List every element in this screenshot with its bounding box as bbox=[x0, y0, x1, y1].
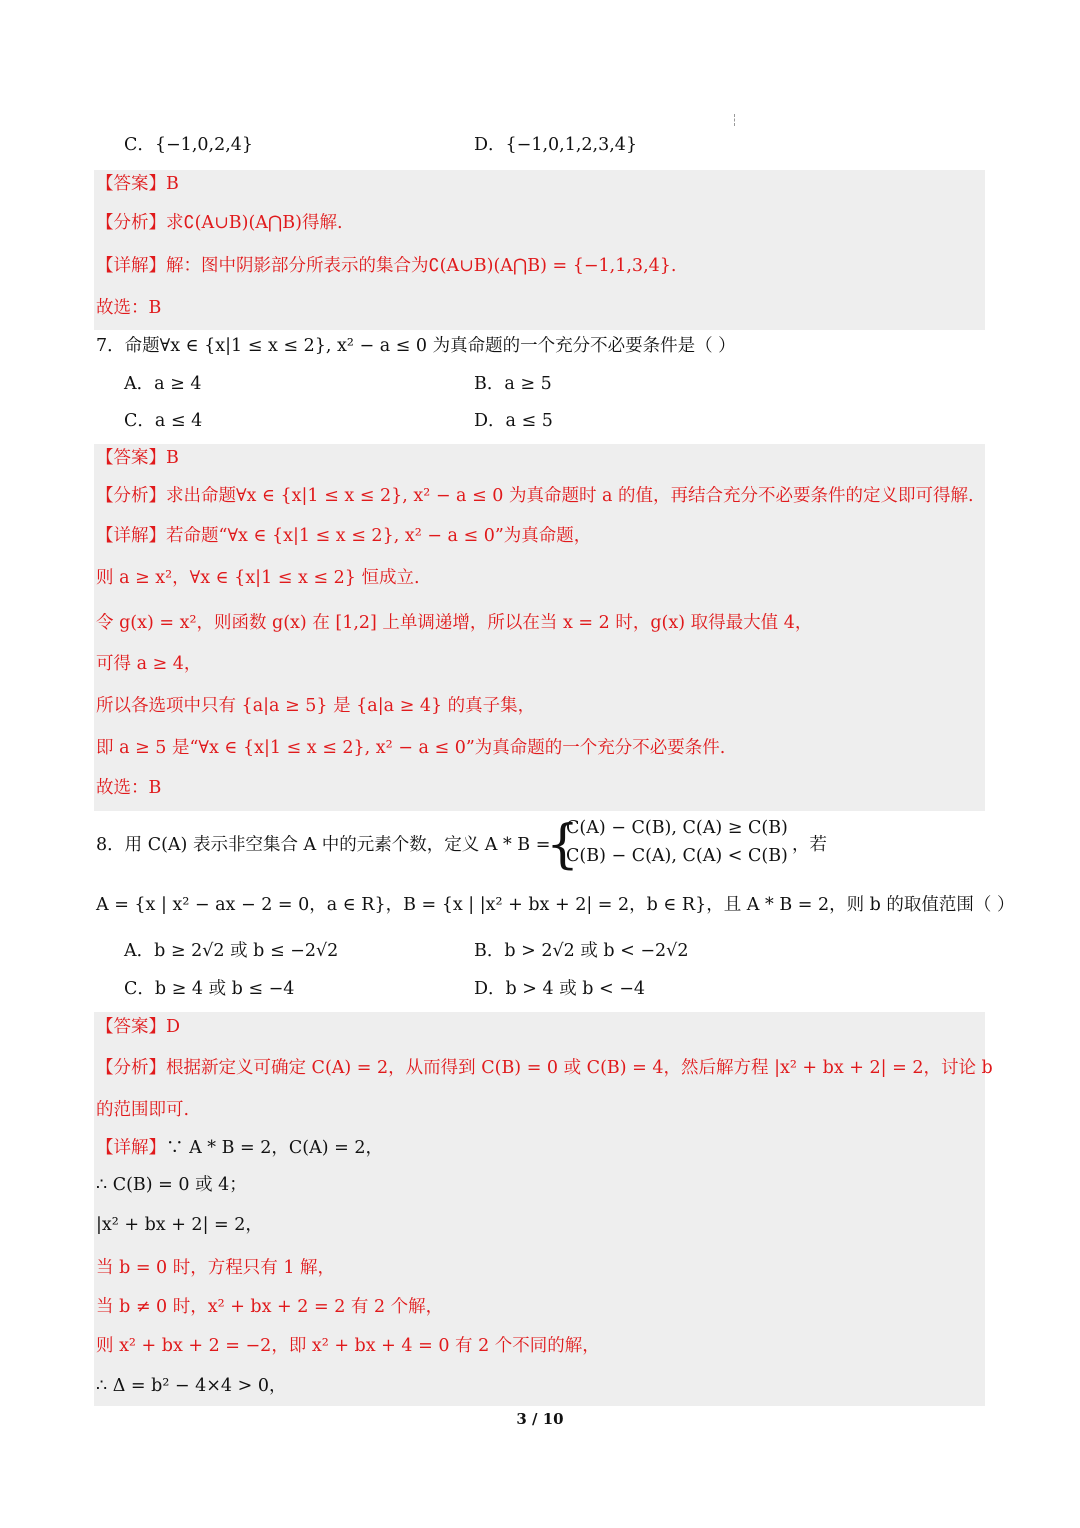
q6-choose: 故选：B bbox=[96, 298, 162, 318]
q7-option-a: A．a ≥ 4 bbox=[124, 374, 202, 394]
q8-stem-part2: ，若 bbox=[792, 835, 827, 855]
q8-stem-part1: 8．用 C(A) 表示非空集合 A 中的元素个数，定义 A * B = bbox=[96, 835, 551, 855]
q6-detail-text: 解：图中阴影部分所表示的集合为∁(A∪B)(A⋂B) = {−1,1,3,4}. bbox=[166, 256, 677, 276]
q8-analysis bbox=[96, 1057, 993, 1079]
q8-analysis-tag: 【分析】 bbox=[96, 1058, 166, 1078]
q7-analysis-text: 求出命题∀x ∈ {x|1 ≤ x ≤ 2}, x² − a ≤ 0 为真命题时 a 的值，再结合充分不必要条件的定义即可得解. bbox=[166, 486, 974, 506]
q6-answer: 【答案】B bbox=[96, 174, 179, 194]
q6-option-c: C．{−1,0,2,4} bbox=[124, 135, 254, 155]
q8-detail-line-2: ∴ C(B) = 0 或 4； bbox=[96, 1175, 247, 1195]
q8-detail-line-7: ∴ Δ = b² − 4×4 > 0， bbox=[96, 1376, 287, 1396]
q8-option-c: C．b ≥ 4 或 b ≤ −4 bbox=[124, 979, 295, 999]
q7-detail-text: 若命题“∀x ∈ {x|1 ≤ x ≤ 2}, x² − a ≤ 0”为真命题， bbox=[166, 526, 592, 546]
q8-stem-line-2: A = {x | x² − ax − 2 = 0，a ∈ R}，B = {x | |x² + bx + 2| = 2，b ∈ R}，且 A * B = 2，则 b 的取值范围（ ） bbox=[96, 895, 1015, 915]
q7-detail bbox=[96, 525, 984, 547]
q6-option-d: D．{−1,0,1,2,3,4} bbox=[474, 135, 638, 155]
q7-stem: 7．命题∀x ∈ {x|1 ≤ x ≤ 2}, x² − a ≤ 0 为真命题的一个充分不必要条件是（ ） bbox=[96, 336, 736, 356]
q8-detail-line-5: 当 b ≠ 0 时，x² + bx + 2 = 2 有 2 个解， bbox=[96, 1297, 444, 1317]
q6-detail-tag: 【详解】 bbox=[96, 256, 166, 276]
left-brace: { bbox=[546, 815, 580, 875]
q8-detail-text: ∵ A * B = 2，C(A) = 2， bbox=[166, 1138, 383, 1158]
q7-detail-tag: 【详解】 bbox=[96, 526, 166, 546]
q8-detail-line-6: 则 x² + bx + 2 = −2，即 x² + bx + 4 = 0 有 2 个不同的解， bbox=[96, 1336, 600, 1356]
q8-option-d: D．b > 4 或 b < −4 bbox=[474, 979, 646, 999]
q8-option-b: B．b > 2√2 或 b < −2√2 bbox=[474, 941, 689, 961]
q7-option-c: C．a ≤ 4 bbox=[124, 411, 203, 431]
q7-detail-line-2: 则 a ≥ x²，∀x ∈ {x|1 ≤ x ≤ 2} 恒成立. bbox=[96, 568, 420, 588]
q7-analysis bbox=[96, 485, 984, 507]
q8-detail-line-4: 当 b = 0 时，方程只有 1 解， bbox=[96, 1258, 336, 1278]
q7-detail-line-3: 令 g(x) = x²，则函数 g(x) 在 [1,2] 上单调递增，所以在当 x = 2 时，g(x) 取得最大值 4， bbox=[96, 613, 813, 633]
q8-answer: 【答案】D bbox=[96, 1017, 181, 1037]
q8-detail bbox=[96, 1137, 984, 1159]
q6-detail bbox=[96, 255, 984, 277]
q7-detail-line-5: 所以各选项中只有 {a|a ≥ 5} 是 {a|a ≥ 4} 的真子集， bbox=[96, 696, 536, 716]
q8-analysis-text: 根据新定义可确定 C(A) = 2，从而得到 C(B) = 0 或 C(B) = 4，然后解方程 |x² + bx + 2| = 2，讨论 b bbox=[166, 1058, 993, 1078]
q7-detail-line-6: 即 a ≥ 5 是“∀x ∈ {x|1 ≤ x ≤ 2}, x² − a ≤ 0”为真命题的一个充分不必要条件. bbox=[96, 738, 726, 758]
q7-option-d: D．a ≤ 5 bbox=[474, 411, 553, 431]
q8-case-2: C(B) − C(A), C(A) < C(B) bbox=[566, 846, 788, 866]
q6-analysis-tag: 【分析】 bbox=[96, 213, 166, 233]
margin-mark bbox=[734, 114, 736, 126]
q8-analysis-line-2: 的范围即可. bbox=[96, 1100, 190, 1120]
q7-detail-line-4: 可得 a ≥ 4， bbox=[96, 654, 202, 674]
q7-choose: 故选：B bbox=[96, 778, 162, 798]
q6-analysis bbox=[96, 212, 984, 234]
page-number: 3 / 10 bbox=[516, 1410, 564, 1428]
q8-case-1: C(A) − C(B), C(A) ≥ C(B) bbox=[566, 818, 788, 838]
q7-analysis-tag: 【分析】 bbox=[96, 486, 166, 506]
q8-option-a: A．b ≥ 2√2 或 b ≤ −2√2 bbox=[124, 941, 339, 961]
q6-analysis-text: 求∁(A∪B)(A⋂B)得解. bbox=[166, 213, 343, 233]
q7-answer: 【答案】B bbox=[96, 448, 179, 468]
q8-detail-tag: 【详解】 bbox=[96, 1138, 166, 1158]
q8-detail-line-3: |x² + bx + 2| = 2， bbox=[96, 1215, 263, 1235]
q7-option-b: B．a ≥ 5 bbox=[474, 374, 552, 394]
